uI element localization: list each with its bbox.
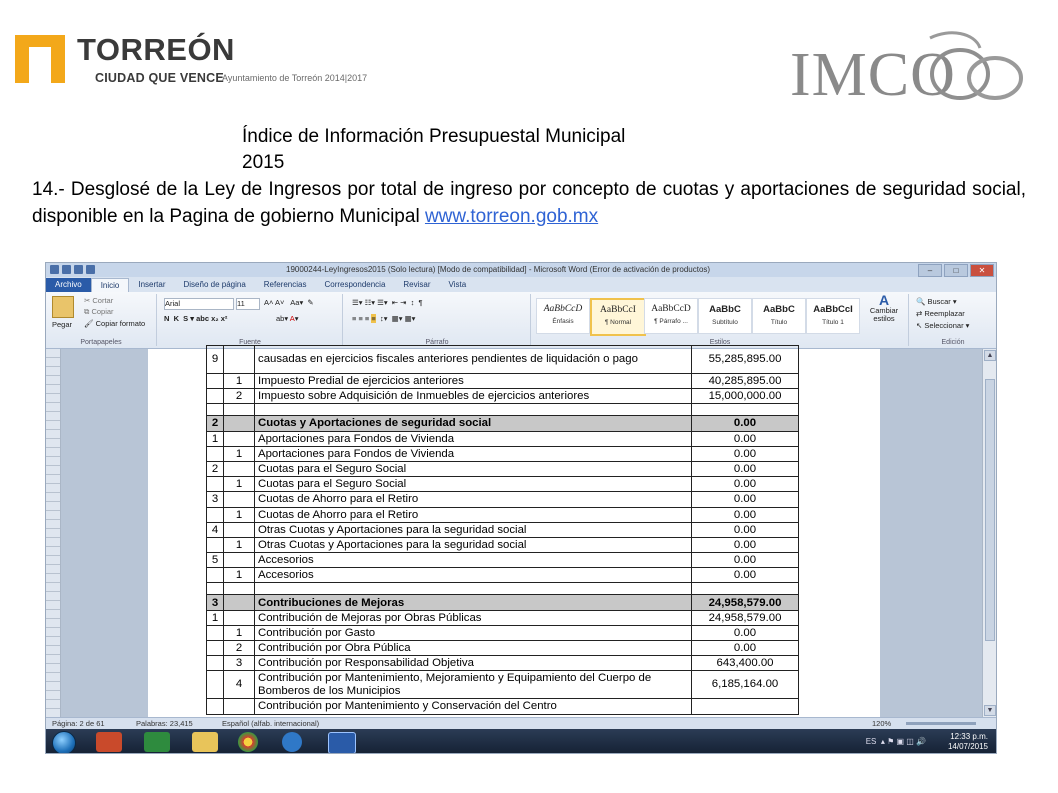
- table-row: [207, 656, 799, 671]
- font-size-select[interactable]: 11: [236, 298, 260, 310]
- tab-inicio[interactable]: Inicio: [91, 278, 130, 292]
- row-level-1: [207, 583, 224, 595]
- row-level-2: 1: [224, 537, 255, 552]
- table-row: [207, 671, 799, 699]
- row-amount: 0.00: [692, 461, 799, 476]
- group-label-fuente: Fuente: [239, 339, 261, 346]
- row-level-2: [224, 583, 255, 595]
- table-row: [207, 568, 799, 583]
- style-titulo[interactable]: AaBbC Título: [752, 298, 806, 334]
- row-amount: 40,285,895.00: [692, 374, 799, 389]
- row-amount: 0.00: [692, 477, 799, 492]
- row-level-1: [207, 389, 224, 404]
- row-label: Accesorios: [255, 553, 692, 568]
- row-level-2: [224, 492, 255, 507]
- row-label: causadas en ejercicios fiscales anteriores pendientes de liquidación o pago: [255, 346, 692, 374]
- group-fuente: [158, 294, 343, 346]
- report-title-line1: Índice de Información Presupuestal Municipal: [242, 126, 626, 147]
- table-row: [207, 537, 799, 552]
- table-row: [207, 477, 799, 492]
- find-button[interactable]: 🔍 Buscar ▾: [916, 297, 957, 306]
- undo-icon[interactable]: [74, 265, 83, 274]
- system-clock[interactable]: [948, 732, 988, 752]
- row-level-2: 1: [224, 625, 255, 640]
- row-amount: 24,958,579.00: [692, 595, 799, 610]
- row-label: Impuesto sobre Adquisición de Inmuebles de ejercicios anteriores: [255, 389, 692, 404]
- row-level-2: [224, 699, 255, 714]
- torreon-website-link[interactable]: www.torreon.gob.mx: [424, 206, 599, 227]
- imco-wordmark: IMCO: [790, 41, 956, 109]
- start-button-icon[interactable]: [52, 731, 76, 754]
- internet-explorer-icon[interactable]: [282, 732, 302, 752]
- cut-button[interactable]: ✂ Cortar: [84, 296, 114, 305]
- table-row: [207, 583, 799, 595]
- row-level-2: [224, 346, 255, 374]
- row-level-1: [207, 507, 224, 522]
- row-amount: 6,185,164.00: [692, 671, 799, 699]
- table-row: [207, 389, 799, 404]
- table-row: [207, 346, 799, 374]
- row-amount: 0.00: [692, 568, 799, 583]
- style-titulo-1[interactable]: AaBbCcI Título 1: [806, 298, 860, 334]
- row-level-1: [207, 568, 224, 583]
- row-level-1: 2: [207, 461, 224, 476]
- row-amount: 24,958,579.00: [692, 610, 799, 625]
- row-level-2: [224, 431, 255, 446]
- tab-diseno-pagina[interactable]: Diseño de página: [183, 280, 246, 289]
- row-level-2: 1: [224, 446, 255, 461]
- scroll-thumb[interactable]: [985, 379, 995, 641]
- row-level-2: [224, 416, 255, 431]
- row-amount: 0.00: [692, 446, 799, 461]
- group-edicion: [910, 294, 996, 346]
- table-row: [207, 431, 799, 446]
- group-estilos: [532, 294, 909, 346]
- brand-name: TORREÓN: [77, 32, 235, 67]
- group-parrafo: [344, 294, 531, 346]
- row-label: Aportaciones para Fondos de Vivienda: [255, 431, 692, 446]
- row-amount: [692, 583, 799, 595]
- row-level-2: [224, 461, 255, 476]
- style-enfasis[interactable]: AaBbCcD Énfasis: [536, 298, 590, 334]
- minimize-button[interactable]: –: [918, 264, 942, 277]
- row-level-2: 4: [224, 671, 255, 699]
- table-row: [207, 507, 799, 522]
- clock-date: 14/07/2015: [947, 742, 988, 751]
- ribbon-tabs: [46, 278, 996, 292]
- excel-icon[interactable]: [144, 732, 170, 752]
- style-normal[interactable]: AaBbCcI ¶ Normal: [590, 298, 646, 336]
- row-label: Cuotas para el Seguro Social: [255, 477, 692, 492]
- report-title-year: 2015: [242, 152, 285, 173]
- font-color-buttons[interactable]: ab▾ A▾: [276, 314, 299, 323]
- folder-icon[interactable]: [192, 732, 218, 752]
- budget-table: [206, 345, 799, 715]
- row-level-1: 3: [207, 595, 224, 610]
- row-level-2: 1: [224, 477, 255, 492]
- row-level-2: 2: [224, 389, 255, 404]
- row-amount: 0.00: [692, 537, 799, 552]
- row-level-2: 1: [224, 374, 255, 389]
- row-label: Otras Cuotas y Aportaciones para la seguridad social: [255, 537, 692, 552]
- vertical-ruler: [46, 349, 61, 717]
- row-level-2: [224, 522, 255, 537]
- tab-insertar[interactable]: Insertar: [138, 280, 166, 289]
- row-amount: 0.00: [692, 625, 799, 640]
- media-player-icon[interactable]: [96, 732, 122, 752]
- torreon-mark-icon: [15, 35, 67, 83]
- row-level-1: [207, 625, 224, 640]
- font-name-select[interactable]: Arial: [164, 298, 234, 310]
- tab-vista[interactable]: Vista: [448, 280, 467, 289]
- row-level-1: 3: [207, 492, 224, 507]
- table-section-row: [207, 416, 799, 431]
- row-label: Otras Cuotas y Aportaciones para la seguridad social: [255, 522, 692, 537]
- document-page[interactable]: [148, 349, 880, 717]
- row-level-2: 2: [224, 641, 255, 656]
- scroll-up-icon[interactable]: ▲: [984, 350, 996, 361]
- row-level-1: 1: [207, 610, 224, 625]
- table-row: [207, 446, 799, 461]
- row-label: Contribución por Mantenimiento y Conservación del Centro: [255, 699, 692, 714]
- tab-revisar[interactable]: Revisar: [403, 280, 431, 289]
- row-level-1: [207, 656, 224, 671]
- maximize-button[interactable]: □: [944, 264, 968, 277]
- align-buttons[interactable]: ≡ ≡ ≡ ≡ ↕▾ ▦▾ ▦▾: [352, 314, 416, 323]
- font-format-buttons[interactable]: N K S ▾ abc x₂ x²: [164, 314, 228, 323]
- row-label: [255, 404, 692, 416]
- table-row: [207, 641, 799, 656]
- window-title: 19000244-LeyIngresos2015 (Solo lectura) [Modo de compatibilidad] - Microsoft Word (Error de activación de productos): [286, 265, 711, 274]
- row-label: Accesorios: [255, 568, 692, 583]
- group-label-parrafo: Párrafo: [425, 339, 449, 346]
- windows-taskbar: [46, 729, 996, 754]
- word-taskbar-icon[interactable]: [328, 732, 356, 754]
- table-row: [207, 553, 799, 568]
- row-level-2: 1: [224, 568, 255, 583]
- row-level-1: [207, 404, 224, 416]
- word-window-screenshot: [45, 262, 997, 754]
- group-label-portapapeles: Portapapeles: [80, 339, 122, 346]
- row-level-1: 5: [207, 553, 224, 568]
- row-amount: 0.00: [692, 641, 799, 656]
- row-label: Contribución por Mantenimiento, Mejoramiento y Equipamiento del Cuerpo de Bomberos de los Municipios: [255, 671, 692, 699]
- table-row: [207, 461, 799, 476]
- row-level-2: [224, 404, 255, 416]
- table-row: [207, 522, 799, 537]
- table-row: [207, 374, 799, 389]
- row-level-2: [224, 553, 255, 568]
- row-label: Cuotas y Aportaciones de seguridad social: [255, 416, 692, 431]
- row-level-1: [207, 537, 224, 552]
- format-painter-button[interactable]: 🖌 Copiar formato: [84, 319, 146, 328]
- brand-tagline: CIUDAD QUE VENCE: [95, 71, 224, 85]
- vertical-scrollbar[interactable]: [982, 349, 996, 717]
- table-row: [207, 625, 799, 640]
- redo-icon[interactable]: [86, 265, 95, 274]
- row-level-2: [224, 610, 255, 625]
- row-level-1: 9: [207, 346, 224, 374]
- row-level-1: [207, 374, 224, 389]
- row-level-1: [207, 641, 224, 656]
- row-label: Contribución por Obra Pública: [255, 641, 692, 656]
- row-level-2: 1: [224, 507, 255, 522]
- status-page[interactable]: Página: 2 de 61: [52, 719, 105, 728]
- row-level-1: [207, 446, 224, 461]
- row-label: Contribución por Responsabilidad Objetiva: [255, 656, 692, 671]
- style-parrafo[interactable]: AaBbCcD ¶ Párrafo ...: [644, 298, 698, 334]
- row-level-1: 2: [207, 416, 224, 431]
- status-language[interactable]: Español (alfab. internacional): [222, 719, 320, 728]
- word-app-icon: [50, 265, 59, 274]
- row-amount: [692, 404, 799, 416]
- row-label: [255, 583, 692, 595]
- table-row: [207, 492, 799, 507]
- zoom-slider[interactable]: [906, 722, 976, 725]
- row-label: Impuesto Predial de ejercicios anteriores: [255, 374, 692, 389]
- row-level-1: 1: [207, 431, 224, 446]
- status-words[interactable]: Palabras: 23,415: [136, 719, 193, 728]
- row-level-1: [207, 699, 224, 714]
- row-label: Contribución por Gasto: [255, 625, 692, 640]
- imco-logo: [790, 28, 1030, 108]
- list-buttons[interactable]: ☰▾ ☷▾ ☰▾ ⇤ ⇥ ↕ ¶: [352, 298, 423, 307]
- ribbon: [46, 292, 996, 349]
- description-text: 14.- Desglosé de la Ley de Ingresos por total de ingreso por concepto de cuotas y aportaciones de seguridad social, disponible en la Pagina de gobierno Municipal: [32, 179, 1026, 227]
- grow-shrink-font-buttons[interactable]: A˄ A˅ Aa▾ ✎: [264, 298, 314, 307]
- style-subtitulo[interactable]: AaBbC Subtítulo: [698, 298, 752, 334]
- table-row: [207, 699, 799, 714]
- row-level-1: [207, 477, 224, 492]
- close-button[interactable]: ✕: [970, 264, 994, 277]
- row-amount: 0.00: [692, 416, 799, 431]
- row-level-2: [224, 595, 255, 610]
- brand-subtitle: Ayuntamiento de Torreón 2014|2017: [222, 73, 368, 83]
- table-section-row: [207, 595, 799, 610]
- row-label: Contribuciones de Mejoras: [255, 595, 692, 610]
- report-title: [242, 124, 625, 176]
- system-tray: ES ▴ ⚑ ▣ ◫ 🔊: [865, 737, 926, 746]
- row-amount: [692, 699, 799, 714]
- group-label-edicion: Edición: [941, 339, 965, 346]
- row-amount: 0.00: [692, 522, 799, 537]
- tab-archivo[interactable]: Archivo: [46, 278, 91, 292]
- table-row: [207, 404, 799, 416]
- row-amount: 643,400.00: [692, 656, 799, 671]
- paste-button[interactable]: Pegar: [52, 320, 73, 329]
- copy-button[interactable]: ⧉ Copiar: [84, 307, 114, 316]
- chrome-icon[interactable]: [238, 732, 258, 752]
- group-label-estilos: Estilos: [709, 339, 731, 346]
- change-styles-button[interactable]: A Cambiar estilos: [869, 292, 899, 323]
- table-row: [207, 610, 799, 625]
- row-amount: 0.00: [692, 553, 799, 568]
- tab-correspondencia[interactable]: Correspondencia: [324, 280, 386, 289]
- imco-swirl-icon: [790, 28, 1030, 108]
- scroll-down-icon[interactable]: ▼: [984, 705, 996, 716]
- row-label: Cuotas de Ahorro para el Retiro: [255, 492, 692, 507]
- row-level-2: 3: [224, 656, 255, 671]
- row-label: Aportaciones para Fondos de Vivienda: [255, 446, 692, 461]
- row-level-1: [207, 671, 224, 699]
- tab-referencias[interactable]: Referencias: [263, 280, 307, 289]
- quick-access-toolbar: [50, 265, 95, 274]
- group-portapapeles: [46, 294, 157, 346]
- torreon-logo: [15, 30, 385, 92]
- row-level-1: 4: [207, 522, 224, 537]
- row-label: Contribución de Mejoras por Obras Públicas: [255, 610, 692, 625]
- select-button[interactable]: ↖ Seleccionar ▾: [916, 321, 970, 330]
- row-label: Cuotas de Ahorro para el Retiro: [255, 507, 692, 522]
- row-amount: 55,285,895.00: [692, 346, 799, 374]
- paste-icon[interactable]: [52, 296, 74, 318]
- word-titlebar: [46, 263, 996, 277]
- clock-time: 12:33 p.m.: [950, 732, 988, 741]
- save-icon[interactable]: [62, 265, 71, 274]
- row-amount: 0.00: [692, 431, 799, 446]
- document-area: [46, 349, 996, 717]
- row-amount: 0.00: [692, 507, 799, 522]
- status-zoom[interactable]: 120%: [872, 719, 892, 728]
- row-amount: 15,000,000.00: [692, 389, 799, 404]
- replace-button[interactable]: ⇄ Reemplazar: [916, 309, 965, 318]
- row-label: Cuotas para el Seguro Social: [255, 461, 692, 476]
- row-amount: 0.00: [692, 492, 799, 507]
- report-description: [32, 176, 1026, 230]
